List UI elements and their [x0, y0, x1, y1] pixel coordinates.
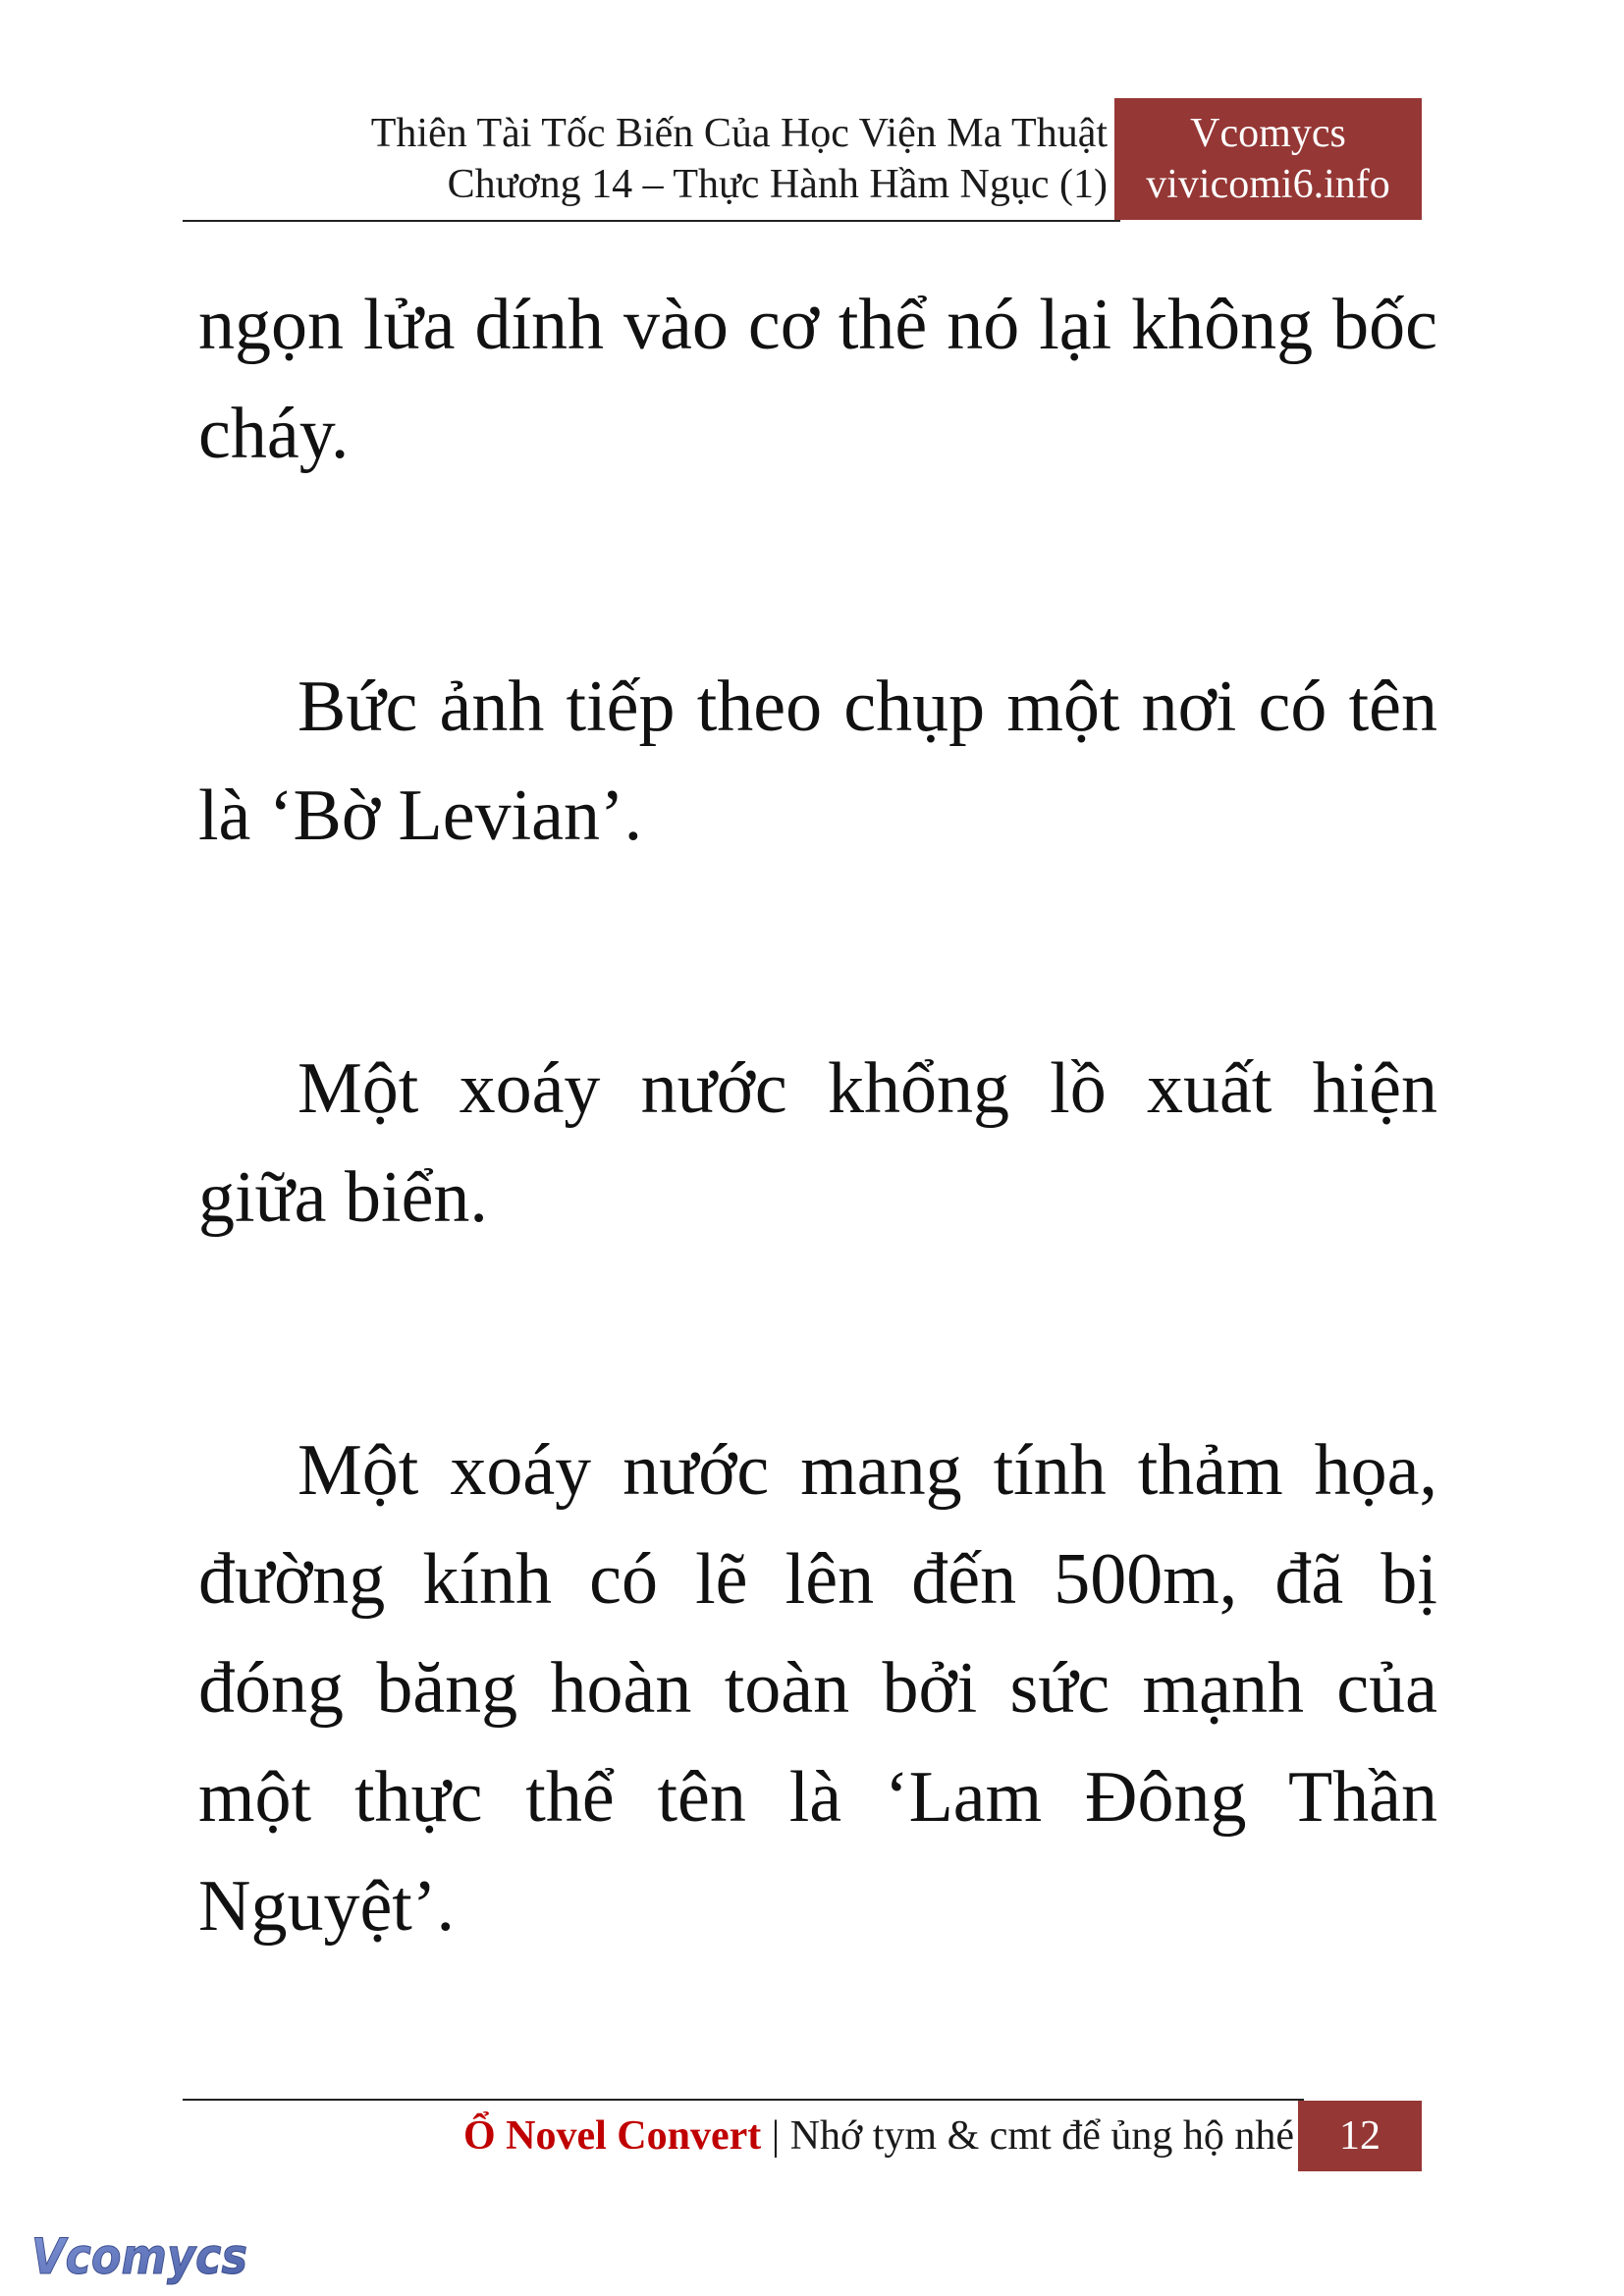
header-titles: [371, 108, 1108, 210]
book-title: Thiên Tài Tốc Biến Của Học Viện Ma Thuật: [370, 111, 1108, 156]
footer-message: Nhớ tym & cmt để ủng hộ nhé: [789, 2113, 1294, 2159]
footer-separator: |: [771, 2113, 781, 2159]
page-number: 12: [1298, 2101, 1422, 2171]
page-footer: [183, 2101, 1422, 2171]
chapter-body: [198, 271, 1437, 2125]
badge-site-url: vivicomi6.info: [1146, 162, 1390, 207]
badge-site-name: Vcomycs: [1190, 111, 1346, 156]
chapter-title: Chương 14 – Thực Hành Hầm Ngục (1): [447, 162, 1108, 207]
page-header: [183, 98, 1422, 220]
header-divider: [183, 220, 1120, 222]
vcomycs-logo-icon: [27, 2220, 253, 2291]
svg-text:Vcomycs: Vcomycs: [31, 2228, 247, 2285]
paragraph-1: ngọn lửa dính vào cơ thể nó lại không bốc cháy.: [198, 285, 1437, 474]
header-badge: [1114, 98, 1422, 220]
paragraph-2: Bức ảnh tiếp theo chụp một nơi có tên là ‘Bờ Levian’.: [198, 667, 1437, 856]
footer-brand: Ổ Novel Convert: [462, 2113, 762, 2159]
footer-text: [463, 2109, 1294, 2163]
paragraph-3: Một xoáy nước khổng lồ xuất hiện giữa biển.: [198, 1048, 1437, 1238]
paragraph-4: Một xoáy nước mang tính thảm họa, đường kính có lẽ lên đến 500m, đã bị đóng băng hoàn toàn bởi sức mạnh của một thực thể tên là ‘Lam Đông Thần Nguyệt’.: [198, 1430, 1437, 1947]
